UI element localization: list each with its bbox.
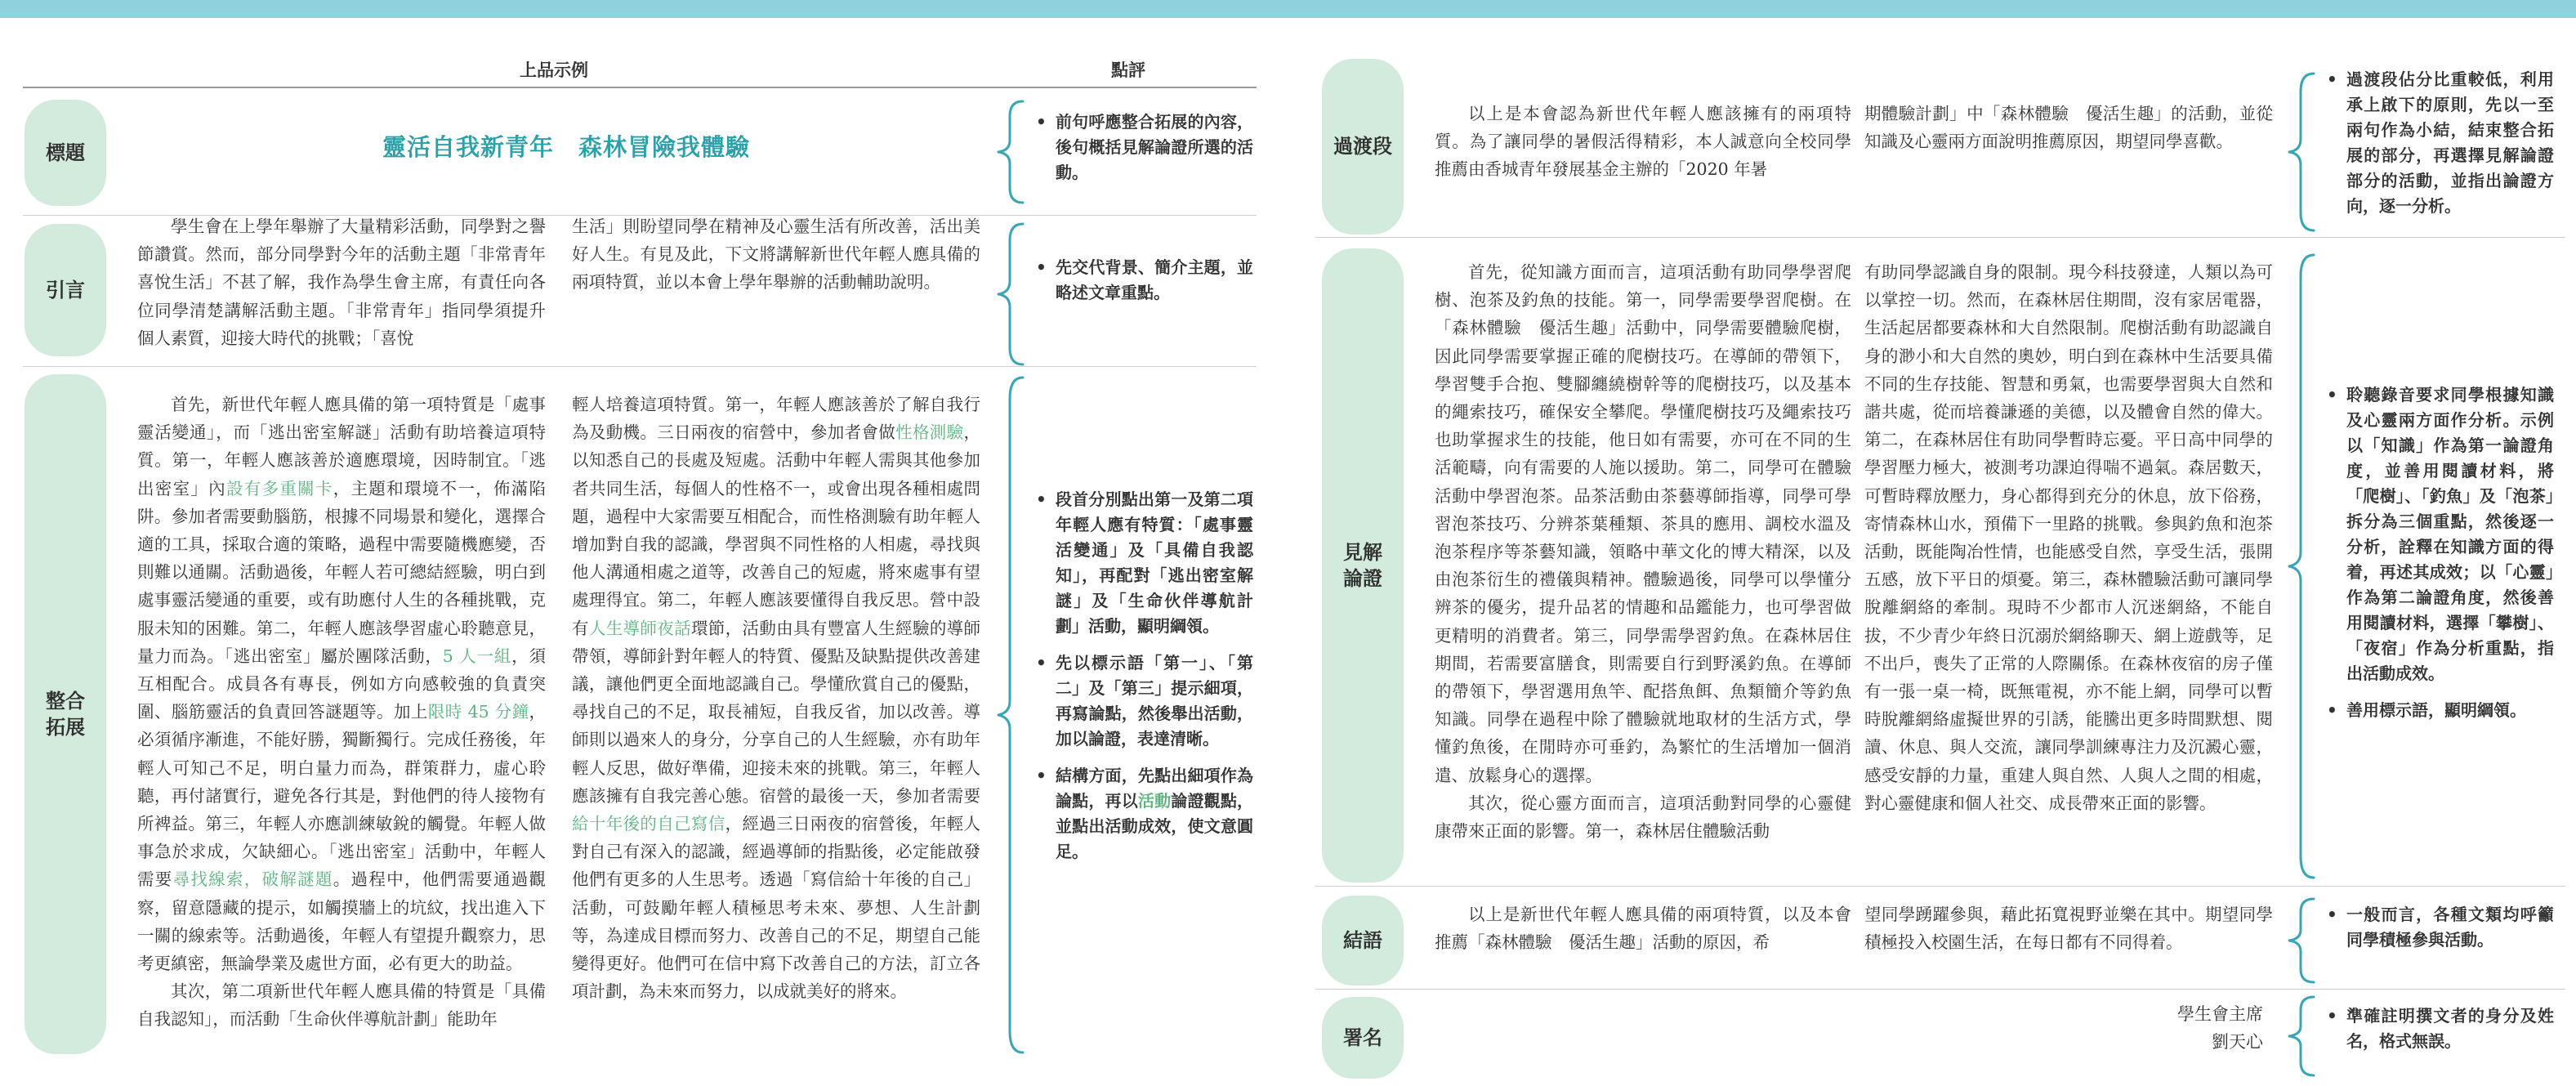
row-divider	[1315, 886, 2565, 887]
expand-text-col1: 首先，新世代年輕人應具備的第一項特質是「處事靈活變通」，而「逃出密室解謎」活動有助培養這項特質。第一，年輕人應該善於適應環境，因時制宜。「逃出密室」內設有多重關卡，主題和環境不一，佈滿陷阱。參加者需要動腦筋，根據不同場景和變化，選擇合適的工具，採取合適的策略，過程中需要隨機應變，否則難以通關。活動過後，年輕人若可總結經驗，明白到處事靈活變通的重要，或有助應付人生的各種挑戰，克服未知的困難。第二，年輕人應該學習虛心聆聽意見，量力而為。「逃出密室」屬於團隊活動，5 人一組，須互相配合。成員各有專長，例如方向感較強的負責突圍、腦筋靈活的負責回答謎題等。加上限時 45 分鐘，必須循序漸進，不能好勝，獨斷獨行。完成任務後，年輕人可知己不足，明白量力而為，群策群力，虛心聆聽，再付諸實行，避免各行其是，對他們的待人接物有所裨益。第三，年輕人亦應訓練敏銳的觸覺。年輕人做事急於求成，欠缺細心。「逃出密室」活動中，年輕人需要尋找線索，破解謎題。過程中，他們需要通過觀察，留意隱藏的提示，如觸摸牆上的坑紋，找出進入下一關的線索等。活動過後，年輕人有望提升觀察力，思考更縝密，無論學業及處世方面，必有更大的助益。 其次，第二項新世代年輕人應具備的特質是「具備自我認知」，而活動「生命伙伴導航計劃」能助年	[137, 395, 547, 1030]
essay-title: 靈活自我新青年 森林冒險我體驗	[382, 133, 751, 161]
label-conclusion: 結語	[1322, 896, 1404, 985]
title-comment: • 前句呼應整合拓展的內容，後句概括見解論證所選的活動。	[1034, 109, 1253, 197]
signature-name: 劉天心	[2212, 1032, 2263, 1052]
label-transition: 過渡段	[1322, 59, 1404, 235]
label-intro: 引言	[25, 224, 106, 356]
comment-column-header: 點評	[1111, 60, 1145, 80]
expand-text-col2: 輕人培養這項特質。第一，年輕人應該善於了解自我行為及動機。三日兩夜的宿營中，參加者會做性格測驗，以知悉自己的長處及短處。活動中年輕人需與其他參加者共同生活，每個人的性格不一，或會出現各種相處問題，過程中大家需要互相配合，而性格測驗有助年輕人增加對自我的認識，學習與不同性格的人相處，尋找與他人溝通相處之道等，改善自己的短處，將來處事有望處理得宜。第二，年輕人應該要懂得自我反思。營中設有人生導師夜話環節，活動由具有豐富人生經驗的導師帶領，導師針對年輕人的特質、優點及缺點提供改善建議，讓他們更全面地認識自己。學懂欣賞自己的優點，尋找自己的不足，取長補短，自我反省，加以改善。導師則以過來人的身分，分享自己的人生經驗，亦有助年輕人反思，做好準備，迎接未來的挑戰。第三，年輕人應該擁有自我完善心態。宿營的最後一天，參加者需要給十年後的自己寫信，經過三日兩夜的宿營後，年輕人對自己有深入的認識，經過導師的指點後，必定能啟發他們有更多的人生思考。透過「寫信給十年後的自己」活動，可鼓勵年輕人積極思考未來、夢想、人生計劃等，為達成目標而努力、改善自己的不足，期望自己能變得更好。他們可在信中寫下改善自己的方法，訂立各項計劃，為未來而努力，以成就美好的將來。	[572, 395, 981, 1002]
intro-text-col1: 學生會在上學年舉辦了大量精彩活動，同學對之譽節讚賞。然而，部分同學對今年的活動主題「非常青年 喜悅生活」不甚了解，我作為學生會主席，有責任向各位同學清楚講解活動主題。「非常青年」指同學須提升個人素質，迎接大時代的挑戰；「喜悅	[137, 217, 563, 348]
row-divider	[1315, 237, 2565, 238]
example-column-header: 上品示例	[520, 60, 588, 80]
conclusion-text-col1: 以上是新世代年輕人應具備的兩項特質，以及本會推薦「森林體驗 優活生趣」活動的原因，希	[1435, 905, 1851, 953]
conclusion-comment: • 一般而言，各種文類均呼籲同學積極參與活動。	[2325, 902, 2554, 964]
left-page	[0, 18, 1275, 1086]
argument-comment: • 聆聽錄音要求同學根據知識及心靈兩方面作分析。示例以「知識」作為第一論證角度，並善用閱讀材料，將「爬樹」、「釣魚」及「泡茶」拆分為三個重點，然後逐一分析，詮釋在知識方面的得着，再述其成效；以「心靈」作為第二論證角度，然後善用閱讀材料，選擇「攀樹」、「夜宿」作為分析重點，指出活動成效。 • 善用標示語，顯明綱領。	[2325, 382, 2554, 735]
expand-brace-icon	[995, 374, 1028, 1056]
title-brace-icon	[995, 98, 1028, 206]
argument-text-col1: 首先，從知識方面而言，這項活動有助同學學習爬樹、泡茶及釣魚的技能。第一，同學需要學習爬樹。在「森林體驗 優活生趣」活動中，同學需要體驗爬樹，因此同學需要掌握正確的爬樹技巧。在導師的帶領下，學習雙手合抱、雙腳纏繞樹幹等的爬樹技巧，以及基本的繩索技巧，確保安全攀爬。學懂爬樹技巧及繩索技巧也助掌握求生的技能，他日如有需要，亦可在不同的生活範疇，向有需要的人施以援助。第二，同學可在體驗活動中學習泡茶。品茶活動由茶藝導師指導，同學可學習泡茶技巧、分辨茶葉種類、茶具的應用、調校水溫及泡茶程序等茶藝知識，領略中華文化的博大精深，以及由泡茶衍生的禮儀與精神。體驗過後，同學可以學懂分辨茶的優劣，提升品茗的情趣和品鑑能力，也可學習做更精明的消費者。第三，同學需學習釣魚。在森林居住期間，若需要富膳食，則需要自行到野溪釣魚。在導師的帶領下，學習選用魚竿、配搭魚餌、魚類簡介等釣魚知識。同學在過程中除了體驗就地取材的生活方式，學懂釣魚後，在閒時亦可垂釣，為繁忙的生活增加一個消遣、放鬆身心的選擇。 其次，從心靈方面而言，這項活動對同學的心靈健康帶來正面的影響。第一，森林居住體驗活動	[1435, 262, 1851, 842]
argument-text-col2: 有助同學認識自身的限制。現今科技發達，人類以為可以掌控一切。然而，在森林居住期間，沒有家居電器，生活起居都要森林和大自然限制。爬樹活動有助認識自身的渺小和大自然的奧妙，明白到在森林中生活要具備不同的生存技能、智慧和勇氣，也需要學習與大自然和諧共處，從而培養謙遜的美德，以及體會自然的偉大。第二，在森林居住有助同學暫時忘憂。平日高中同學的學習壓力極大，被測考功課迫得喘不過氣。森居數天，可暫時釋放壓力，身心都得到充分的休息，放下俗務，寄情森林山水，預備下一里路的挑戰。參與釣魚和泡茶活動，既能陶冶性情，也能感受自然，享受生活，張開五感，放下平日的煩憂。第三，森林體驗活動可讓同學脫離網絡的牽制。現時不少都市人沉迷網絡，不能自拔，不少青少年終日沉溺於網絡聊天、網上遊戲等，足不出戶，喪失了正常的人際關係。在森林夜宿的房子僅有一張一桌一椅，既無電視，亦不能上網，同學可以暫時脫離網絡虛擬世界的引誘，能騰出更多時間默想、閱讀、休息、與人交流，讓同學訓練專注力及沉澱心靈，感受安靜的力量，重建人與自然、人與人之間的相處，對心靈健康和個人社交、成長帶來正面的影響。	[1864, 262, 2273, 813]
row-divider	[1315, 989, 2565, 990]
signature-brace-icon	[2286, 994, 2319, 1079]
signature-block	[2067, 1000, 2263, 1056]
argument-brace-icon	[2286, 252, 2319, 881]
label-expand: 整合 拓展	[25, 374, 106, 1054]
conclusion-brace-icon	[2286, 896, 2319, 985]
row-divider	[23, 366, 1257, 367]
intro-comment: • 先交代背景、簡介主題，並略述文章重點。	[1034, 255, 1253, 317]
expand-comment: • 段首分別點出第一及第二項年輕人應有特質：「處事靈活變通」及「具備自我認知」，再配對「逃出密室解謎」及「生命伙伴導航計劃」活動，顯明綱領。 • 先以標示語「第一」、「第二」及「第三」提示細項，再寫論點，然後舉出活動，加以論證，表達清晰。 • 結構方面，先點出細項作為論點，再以活動論證觀點，並點出活動成效，使文意圓足。	[1034, 487, 1253, 876]
label-signature: 署名	[1322, 997, 1404, 1079]
transition-text-col1: 以上是本會認為新世代年輕人應該擁有的兩項特質。為了讓同學的暑假活得精彩，本人誠意向全校同學推薦由香城青年發展基金主辦的「2020 年暑	[1435, 104, 1851, 180]
label-title: 標題	[25, 100, 106, 206]
top-color-bar	[0, 0, 2576, 18]
transition-brace-icon	[2286, 70, 2319, 234]
signature-role: 學生會主席	[2177, 1004, 2263, 1024]
header-divider	[23, 87, 1257, 88]
transition-text-col2: 期體驗計劃」中「森林體驗 優活生趣」的活動，並從知識及心靈兩方面說明推薦原因，期望同學喜歡。	[1864, 104, 2273, 152]
conclusion-text-col2: 望同學踴躍參與，藉此拓寬視野並樂在其中。期望同學積極投入校園生活，在每日都有不同得着。	[1864, 905, 2273, 953]
intro-brace-icon	[995, 221, 1028, 368]
intro-text-col2: 生活」則盼望同學在精神及心靈生活有所改善，活出美好人生。有見及此，下文將講解新世代年輕人應具備的兩項特質，並以本會上學年舉辦的活動輔助說明。	[572, 217, 980, 293]
transition-comment: • 過渡段佔分比重較低，利用承上啟下的原則，先以一至兩句作為小結，結束整合拓展的部分，再選擇見解論證部分的活動，並指出論證方向，逐一分析。	[2325, 67, 2554, 230]
signature-comment: • 準確註明撰文者的身分及姓名，格式無誤。	[2325, 1003, 2554, 1066]
label-argument: 見解 論證	[1322, 248, 1404, 883]
right-page	[1283, 18, 2576, 1086]
